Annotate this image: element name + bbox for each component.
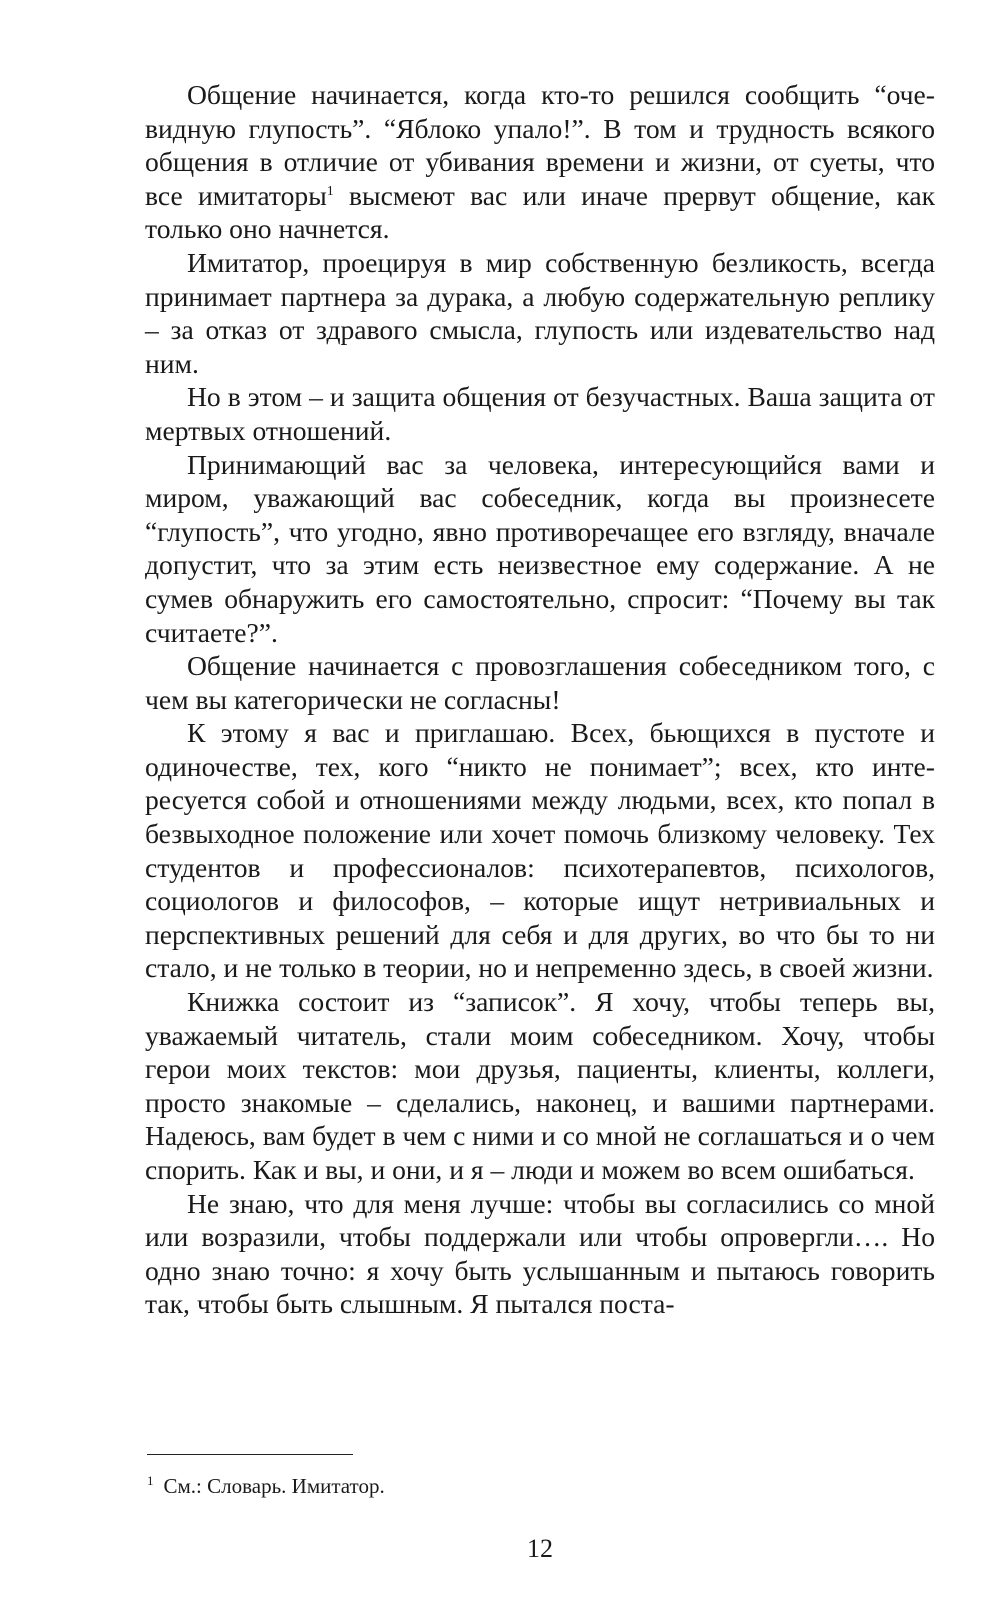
- paragraph-7: Книжка состоит из “записок”. Я хочу, чтобы теперь вы, уважаемый читатель, стали моим собеседником. Хочу, чтобы герои моих текстов: мои друзья, пациенты, клиенты, коллеги, просто знакомые – сделались, наконец, и вашими партнерами. Надеюсь, вам будет в чем с ними и со мной не соглашаться и о чем спорить. Как и вы, и они, и я – люди и можем во всем ошибаться.: [145, 986, 935, 1185]
- footnote-mark: 1: [147, 1473, 154, 1488]
- paragraph-4: Принимающий вас за человека, интересующийся вами и миром, уважающий вас собеседник, когда вы произнесете “глупость”, что угодно, явно противоречащее его взгляду, вначале допустит, что за этим есть неизвестное ему содержание. А не сумев обнаружить его самостоятельно, спросит: “Почему вы так считаете?”.: [145, 448, 935, 648]
- paragraph-5: Общение начинается с провозглашения собеседником того, с чем вы категорически не согласны!: [145, 650, 935, 715]
- footnote-divider: [147, 1454, 353, 1455]
- paragraph-8: Не знаю, что для меня лучше: чтобы вы согласились со мной или возразили, чтобы поддержали или чтобы опровергли…. Но одно знаю точно: я хочу быть услышанным и пытаюсь говорить так, чтобы быть слышным. Я пытался поста-: [145, 1187, 935, 1320]
- paragraph-6: К этому я вас и приглашаю. Всех, бьющихся в пустоте и одиночестве, тех, кого “никто не понимает”; всех, кто интересуется собой и отношениями между людьми, всех, кто попал в безвыходное положение или хочет помочь близкому человеку. Тех студентов и профессионалов: психотерапевтов, психологов, социологов и философов, – которые ищут нетривиальных и перспективных решений для себя и для других, во что бы то ни стало, и не только в теории, но и непременно здесь, в своей жизни.: [145, 717, 935, 984]
- footnote-reference: 1: [326, 183, 334, 199]
- paragraph-2: Имитатор, проецируя в мир собственную безликость, всегда принимает партнера за дурака, а любую содержательную реплику – за отказ от здравого смысла, глупость или издевательство над ним.: [145, 246, 935, 379]
- footnote-text: См.: Словарь. Имитатор.: [163, 1474, 385, 1498]
- paragraph-1-text-after: высмеют вас или иначе прервут общение, как только оно начнется.: [145, 179, 935, 245]
- page-number: 12: [527, 1534, 553, 1563]
- paragraph-1-text-before: Общение начинается, когда кто-то решился сообщить “очевидную глупость”. “Яблоко упало!”. В том и трудность всякого общения в отличие от убивания времени и жизни, от суеты, что все имитаторы: [145, 79, 935, 211]
- footnote: [147, 1468, 385, 1499]
- paragraph-1: [145, 78, 935, 246]
- paragraph-3: Но в этом – и защита общения от безучастных. Ваша защита от мертвых отношений.: [145, 381, 935, 446]
- main-text: [145, 78, 935, 1321]
